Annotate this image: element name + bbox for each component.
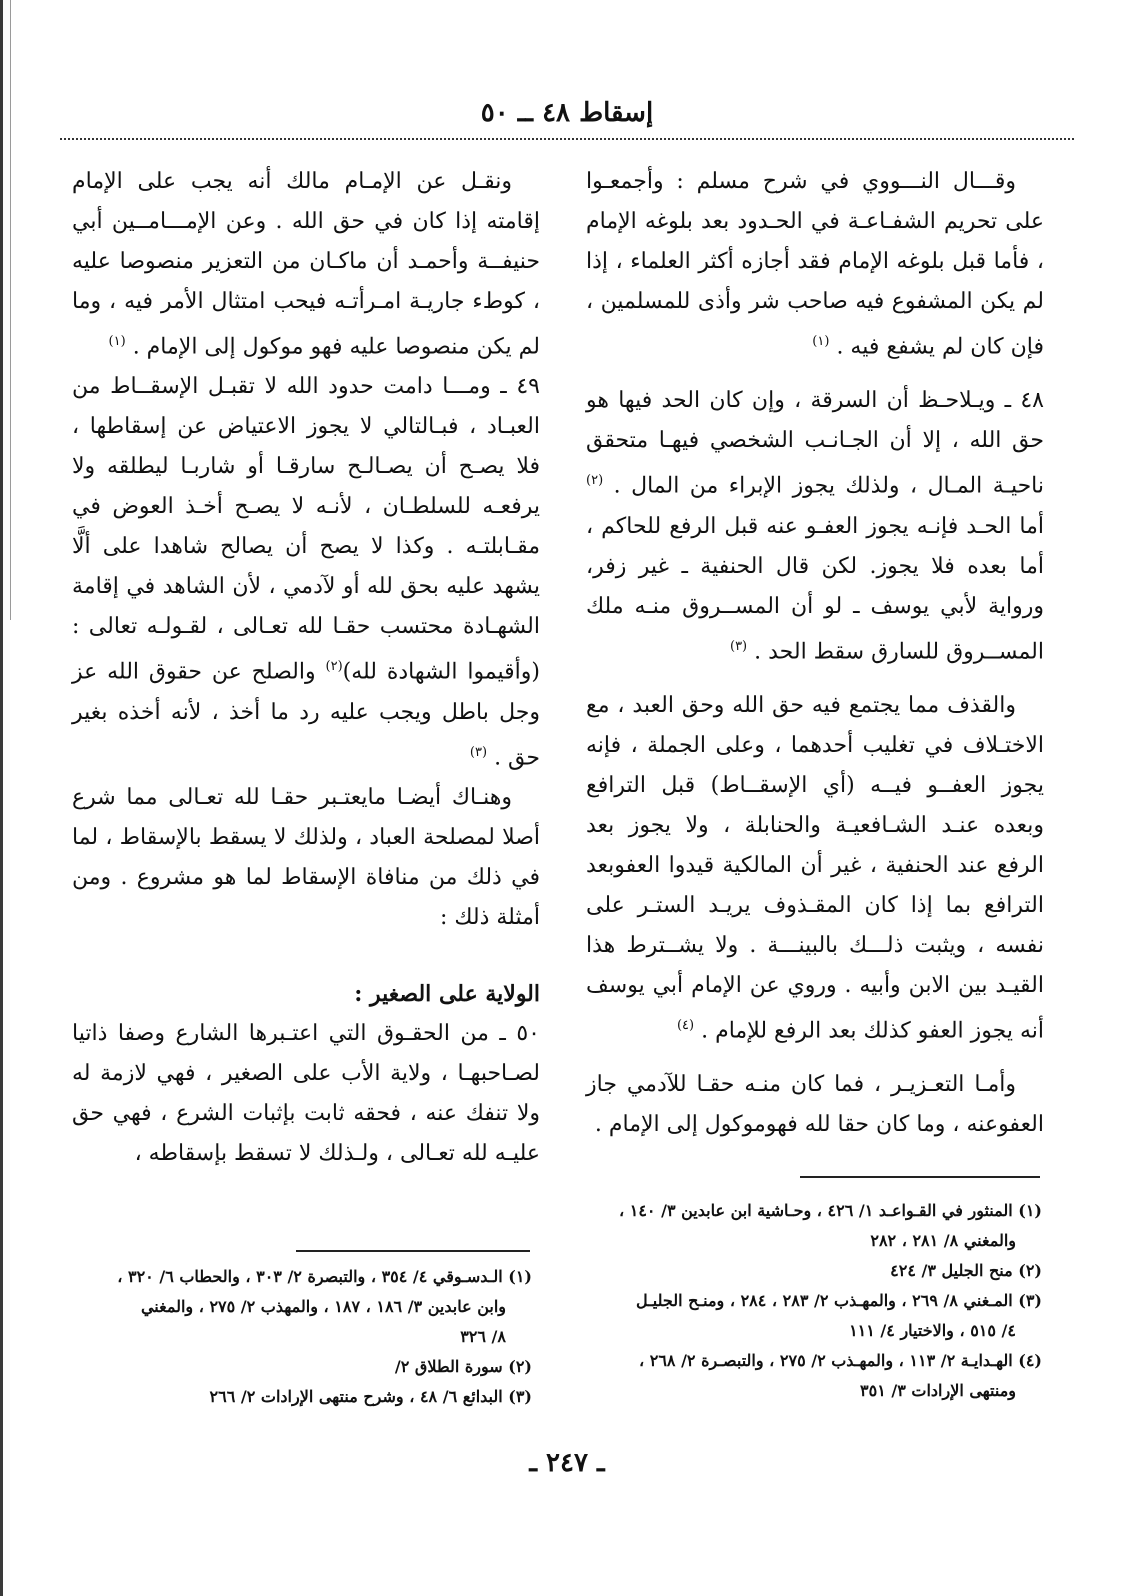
page-edge: [0, 0, 3, 1596]
footnotes-left: [72, 1262, 532, 1412]
footnote: (١) المنثور في القـواعـد ١/ ٤٢٦ ، وحـاشية ابن عابدين ٣/ ١٤٠ ،: [619, 1201, 1042, 1220]
footnote-divider: [800, 1176, 1040, 1178]
paragraph: [586, 686, 1044, 1051]
footnote-ref: (٢): [586, 473, 604, 489]
paragraph-text: وهنـاك أيضـا مايعتـبر حقـا لله تعـالى مما شرع أصلا لمصلحة العباد ، ولذلك لا يسقط بالإسقاط ، لما في ذلك من منافاة الإسقاط لما هو مشروع . ومن أمثلة ذلك :: [72, 784, 540, 930]
paragraph-text: وقـــال النـــووي في شرح مسلم : وأجمعـوا على تحريم الشفـاعـة في الحـدود بعد بلوغه الإمام ، فأما قبل بلوغه الإمام فقد أجازه أكثر العلماء ، إذا لم يكن المشفوع فيه صاحب شر وأذى للمسلمين ، فإن كان لم يشفع فيه .: [586, 169, 1044, 360]
footnote-ref: (٣): [469, 744, 488, 760]
paragraph-text: ٤٩ ـ ومـــا دامت حدود الله لا تقبـل الإسقــاط من العبـاد ، فبـالتالي لا يجوز الاعتياض عن إسقاطها ، فلا يصـح أن يصـالـح سارقـا أو شاربـا ليطلقه ولا يرفعـه للسلطـان ، لأنـه لا يصـح أخـذ العوض في مقـابلتـه . وكذا لا يصح أن يصالح شاهدا على ألَّا يشهد عليه بحق لله أو لآدمي ، لأن الشاهد في إقامة الشهـادة محتسب حقـا لله تعـالى ، لقـولـه تعالى : (وأقيموا الشهادة لله): [72, 374, 540, 685]
footnote: ومنتهى الإرادات ٣/ ٣٥١: [860, 1381, 1016, 1400]
paragraph-text: وأمـا التعـزيـر ، فما كان منـه حقـا للآدمي جاز العفوعنه ، وما كان حقا لله فهوموكول إلى الإمام .: [586, 1072, 1044, 1138]
header-divider: [60, 138, 1074, 140]
footnote-ref: (٤): [676, 1017, 695, 1033]
footnote: والمغني ٨/ ٢٨١ ، ٢٨٢: [870, 1231, 1016, 1250]
footnote-ref: (١): [812, 334, 830, 349]
paragraph-text: أما الحـد فإنـه يجوز العفـو عنه قبل الرفع للحاكم ، أما بعده فلا يجوز. لكن قال الحنفية ـ غير زفر، ورواية لأبي يوسف ـ لو أن المســروق منـه ملك المســروق للسارق سقط الحد .: [586, 513, 1044, 664]
paragraph: [586, 1065, 1044, 1145]
footnote: ٨/ ٣٢٦: [460, 1327, 506, 1346]
footnote: (٣) المـغني ٨/ ٢٦٩ ، والمهـذب ٢/ ٢٨٣ ، ٢٨٤ ، ومنـح الجليـل: [635, 1291, 1042, 1310]
paragraph-text: ٥٠ ـ من الحقـوق التي اعتـبرها الشارع وصفا ذاتيا لصـاحبهـا ، ولاية الأب على الصغير ، فهي لازمة له ولا تنفك عنه ، فحقه ثابت بإثبات الشرع ، فهي حق عليـه لله تعـالى ، ولـذلك لا تسقط بإسقاطه ،: [72, 1020, 540, 1166]
footnote: (٢) سورة الطلاق ٢/: [394, 1357, 532, 1376]
paragraph: [586, 381, 1044, 672]
paragraph-text: والصلح عن حقوق الله عز وجل باطل ويجب عليه رد ما أخذ ، لأنه أخذه بغير حق .: [72, 659, 540, 770]
paragraph: [72, 778, 540, 938]
paragraph: [586, 162, 1044, 367]
paragraph-text: ونقـل عن الإمـام مالك أنه يجب على الإمام إقامته إذا كان في حق الله . وعن الإمـــامــين أبي حنيفــة وأحمـد أن ماكـان من التعزير منصوصا عليه ، كوطء جاريـة امـرأتـه فيحب امتثال الأمر فيه ، وما لم يكن منصوصا عليه فهو موكول إلى الإمام .: [72, 169, 540, 360]
page-edge-shadow: [10, 0, 11, 620]
paragraph-text: ٤٨ ـ ويـلاحـظ أن السرقة ، وإن كان الحد فيها هو حق الله ، إلا أن الجـانـب الشخصي فيهـا متحقق ناحيـة المـال ، ولذلك يجوز الإبراء من المال .: [586, 388, 1045, 499]
footnotes-right: [586, 1196, 1042, 1406]
footnote: (٤) الهـدايـة ٢/ ١١٣ ، والمهـذب ٢/ ٢٧٥ ، والتبصـرة ٢/ ٢٦٨ ،: [638, 1351, 1042, 1370]
paragraph: [72, 1014, 540, 1174]
running-header: إسقاط ٤٨ ــ ٥٠: [480, 98, 654, 128]
footnote: ٤/ ٥١٥ ، والاختيار ٤/ ١١١: [849, 1321, 1016, 1340]
footnote: (٣) البدائع ٦/ ٤٨ ، وشرح منتهى الإرادات ٢/ ٢٦٦: [209, 1387, 532, 1406]
paragraph: [72, 162, 540, 367]
footnote-ref: (٢): [325, 659, 343, 675]
page-number: ـ ٢٤٧ ـ: [529, 1448, 605, 1478]
paragraph-text: والقذف مما يجتمع فيه حق الله وحق العبد ، مع الاختـلاف في تغليب أحدهما ، وعلى الجملة ، فإنه يجوز العفــو فيــه (أي الإسقــاط) قبل الترافع وبعده عنـد الشـافعيـة والحنابلة ، ولا يجوز بعد الرفع عند الحنفية ، غير أن المالكية قيدوا العفوبعد الترافع بما إذا كان المقـذوف يريـد الستـر على نفسه ، ويثبت ذلـــك بالبينـــة . ولا يشــترط هذا القيـد بين الابن وأبيه . وروي عن الإمام أبي يوسف أنه يجوز العفو كذلك بعد الرفع للإمام .: [586, 692, 1044, 1044]
footnote: (٢) منح الجليل ٣/ ٤٢٤: [890, 1261, 1042, 1280]
paragraph: [72, 367, 540, 778]
footnote-ref: (١): [108, 334, 126, 349]
footnote-divider: [296, 1250, 530, 1252]
right-column: [586, 162, 1044, 1145]
left-column: [72, 162, 540, 1174]
footnote: (١) الـدسـوقي ٤/ ٣٥٤ ، والتبصرة ٢/ ٣٠٣ ، والحطاب ٦/ ٣٢٠ ،: [117, 1267, 532, 1286]
footnote-ref: (٣): [729, 638, 748, 654]
section-heading: الولاية على الصغير :: [354, 980, 540, 1007]
footnote: وابن عابدين ٣/ ١٨٦ ، ١٨٧ ، والمهذب ٢/ ٢٧٥ ، والمغني: [140, 1297, 506, 1316]
